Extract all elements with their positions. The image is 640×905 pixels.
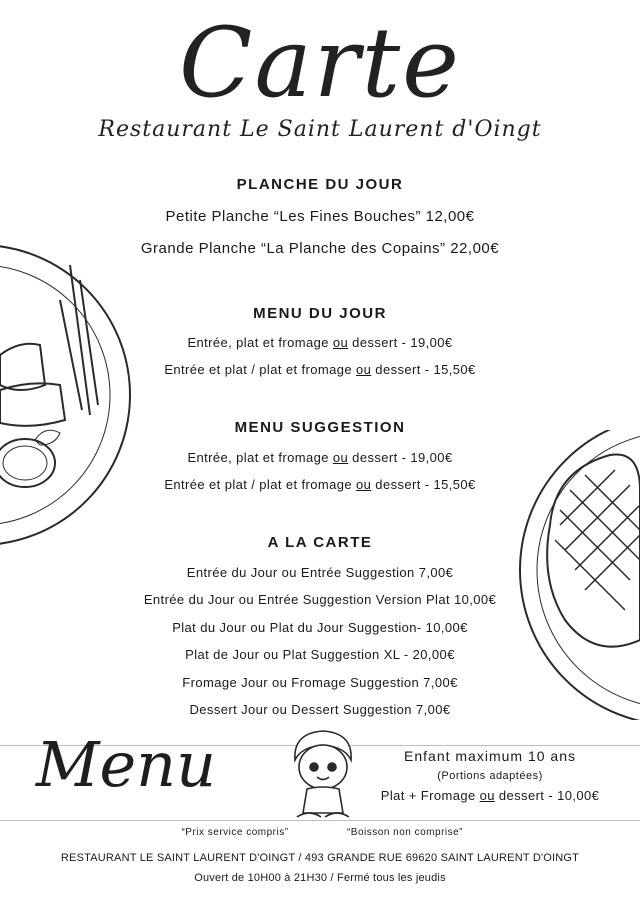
carte-item: Dessert Jour ou Dessert Suggestion 7,00€ [189, 702, 451, 717]
item-ou: ou [332, 450, 349, 465]
carte-item: Fromage Jour ou Fromage Suggestion 7,00€ [182, 675, 458, 690]
item-price: dessert - 10,00€ [494, 788, 600, 803]
item-ou: ou [332, 335, 349, 350]
footer-address: RESTAURANT LE SAINT LAURENT D'OINGT / 493 GRANDE RUE 69620 SAINT LAURENT D'OINGT [60, 852, 580, 864]
kids-menu-script-title: Menu [36, 728, 217, 801]
kids-menu-note: (Portions adaptées) [437, 770, 543, 782]
menu-jour-heading: MENU DU JOUR [253, 305, 387, 322]
menu-suggestion-item [0, 477, 640, 492]
kids-menu-title: Enfant maximum 10 ans [404, 748, 576, 764]
item-ou: ou [479, 788, 495, 803]
carte-item: Plat du Jour ou Plat du Jour Suggestion- 10,00€ [172, 620, 468, 635]
planche-item: Petite Planche “Les Fines Bouches” 12,00€ [165, 208, 475, 225]
menu-jour-item [0, 362, 640, 377]
child-illustration [285, 725, 361, 825]
carte-item: Plat de Jour ou Plat Suggestion XL - 20,00€ [185, 647, 455, 662]
item-text: Entrée, plat et fromage [187, 450, 333, 465]
planche-item: Grande Planche “La Planche des Copains” 22,00€ [140, 240, 500, 257]
item-price: dessert - 19,00€ [348, 450, 453, 465]
item-price: dessert - 15,50€ [371, 362, 476, 377]
boisson-note: “Boisson non comprise” [346, 827, 464, 838]
item-text: Entrée et plat / plat et fromage [164, 477, 357, 492]
item-text: Entrée, plat et fromage [187, 335, 333, 350]
carte-item: Entrée du Jour ou Entrée Suggestion 7,00€ [186, 565, 454, 580]
a-la-carte-heading: A LA CARTE [267, 534, 373, 551]
item-ou: ou [356, 362, 372, 377]
page-title: Carte [179, 7, 461, 119]
carte-item: Entrée du Jour ou Entrée Suggestion Version Plat 10,00€ [143, 592, 497, 607]
kids-menu-price [360, 788, 620, 803]
service-note: “Prix service compris” [181, 827, 289, 838]
menu-jour-item [0, 335, 640, 350]
restaurant-subtitle: Restaurant Le Saint Laurent d'Oingt [98, 117, 542, 142]
footer-hours: Ouvert de 10H00 à 21H30 / Fermé tous les jeudis [194, 872, 446, 884]
item-text: Entrée et plat / plat et fromage [164, 362, 357, 377]
menu-suggestion-item [0, 450, 640, 465]
item-text: Plat + Fromage [380, 788, 480, 803]
menu-suggestion-heading: MENU SUGGESTION [234, 419, 406, 436]
plate-illustration [0, 245, 140, 555]
item-ou: ou [356, 477, 372, 492]
kids-menu-details [360, 748, 620, 803]
item-price: dessert - 19,00€ [348, 335, 453, 350]
planche-heading: PLANCHE DU JOUR [236, 176, 404, 193]
item-price: dessert - 15,50€ [371, 477, 476, 492]
